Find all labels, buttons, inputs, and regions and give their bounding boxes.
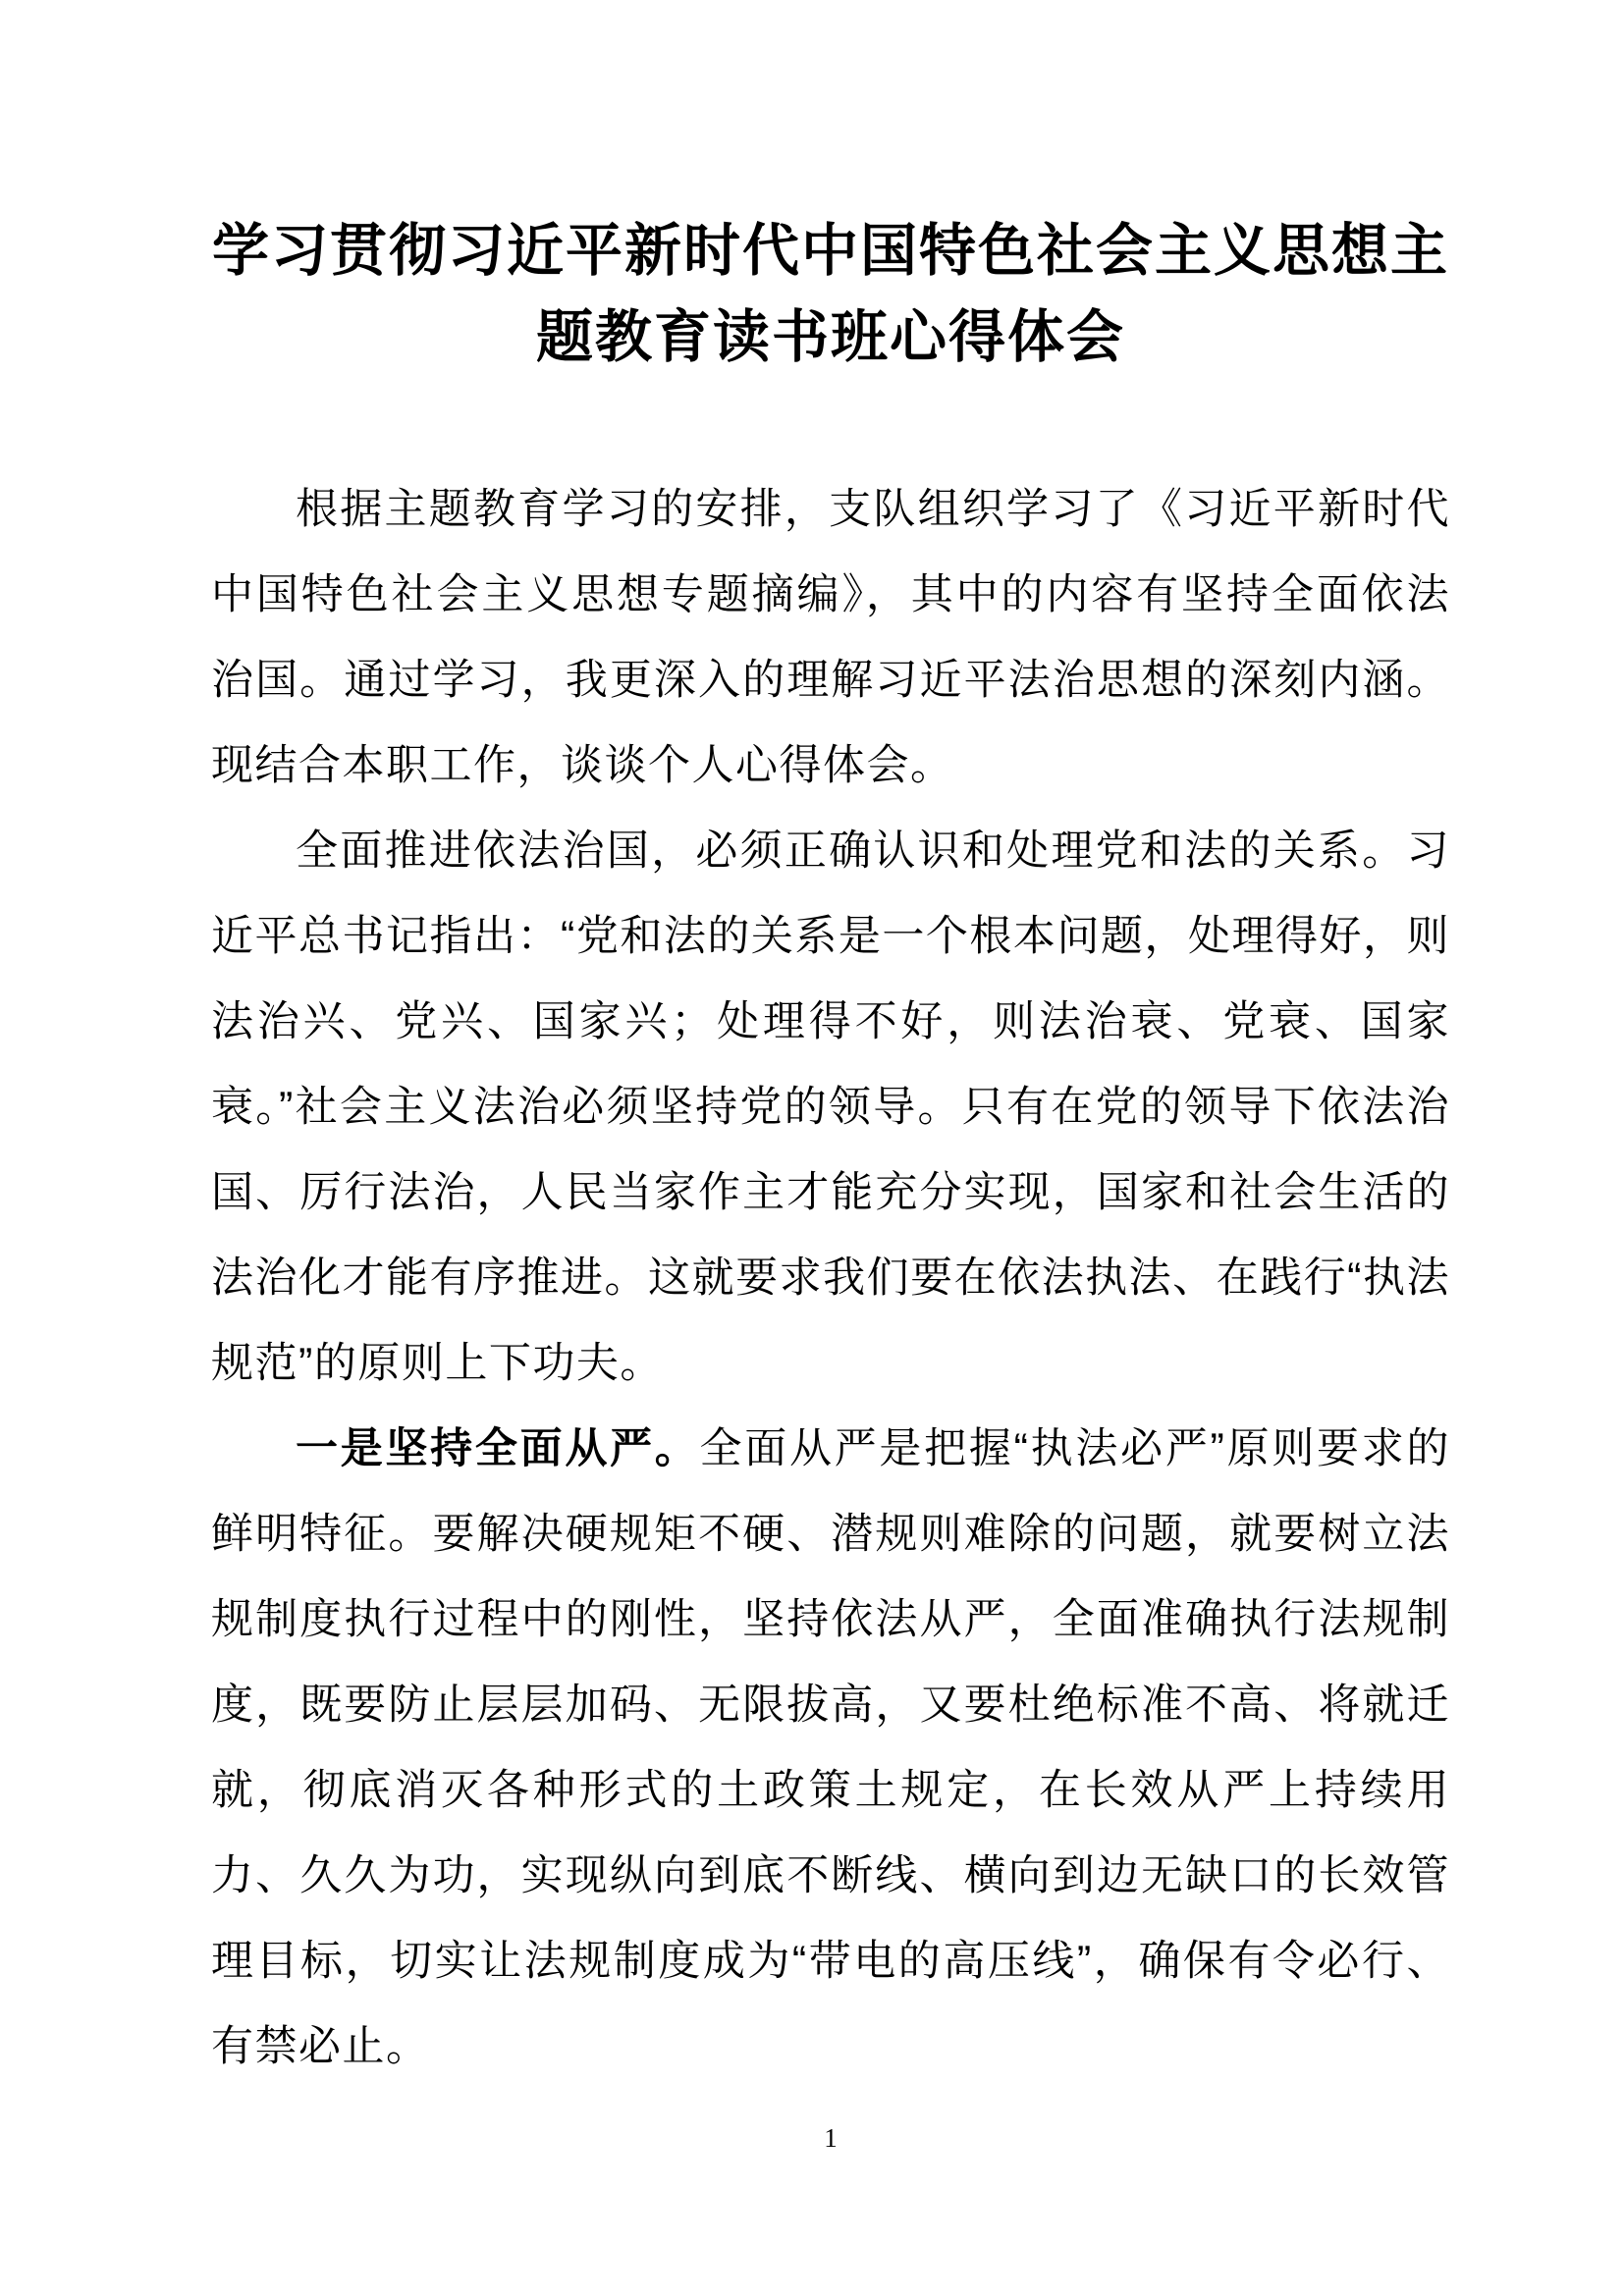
paragraph-3 — [211, 1407, 1450, 2090]
paragraph-3-lead: 一是坚持全面从严。 — [296, 1425, 700, 1472]
document-title: 学习贯彻习近平新时代中国特色社会主义思想主题教育读书班心得体会 — [211, 219, 1449, 369]
paragraph-3-text: 全面从严是把握“执法必严”原则要求的鲜明特征。要解决硬规矩不硬、潜规则难除的问题，就要树立法规制度执行过程中的刚性，坚持依法从严，全面准确执行法规制度，既要防止层层加码、无限拔高，又要杜绝标准不高、将就迁就，彻底消灭各种形式的土政策土规定，在长效从严上持续用力、久久为功，实现纵向到底不断线、横向到边无缺口的长效管理目标，切实让法规制度成为“带电的高压线”，确保有令必行、有禁必止。 — [211, 1425, 1451, 2070]
paragraph-1-text: 根据主题教育学习的安排，支队组织学习了《习近平新时代中国特色社会主义思想专题摘编》，其中的内容有坚持全面依法治国。通过学习，我更深入的理解习近平法治思想的深刻内涵。现结合本职工作，谈谈个人心得体会。 — [211, 486, 1450, 789]
document-content — [211, 467, 1450, 2090]
paragraph-2-text: 全面推进依法治国，必须正确认识和处理党和法的关系。习近平总书记指出：“党和法的关系是一个根本问题，处理得好，则法治兴、党兴、国家兴；处理得不好，则法治衰、党衰、国家衰。”社会主义法治必须坚持党的领导。只有在党的领导下依法治国、厉行法治，人民当家作主才能充分实现，国家和社会生活的法治化才能有序推进。这就要求我们要在依法执法、在践行“执法规范”的原则上下功夫。 — [211, 828, 1450, 1387]
paragraph-2 — [211, 809, 1450, 1407]
paragraph-1 — [211, 467, 1450, 809]
page-number: 1 — [824, 2123, 838, 2153]
